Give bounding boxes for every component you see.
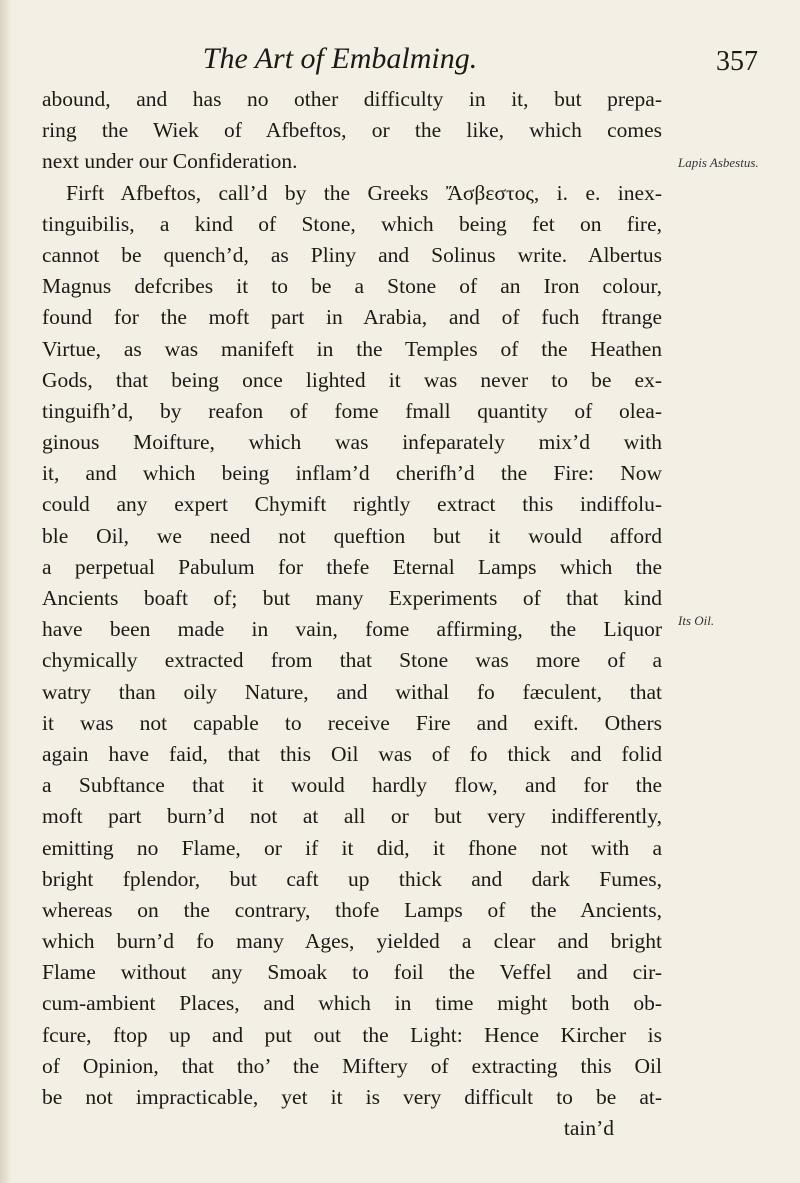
text-line: which burn’d fo many Ages, yielded a clear and bright [42,929,662,954]
page-header [40,38,760,82]
text-line: cannot be quench’d, as Pliny and Solinus write. Albertus [42,242,662,267]
text-line: Ancients boaft of; but many Experiments of that kind [42,586,662,610]
text-line: a Subftance that it would hardly flow, and for the [42,773,662,798]
text-line: again have faid, that this Oil was of fo thick and folid [42,741,662,766]
body-text [42,84,662,1144]
page-spine-shadow [0,0,12,1183]
text-line: ginous Moifture, which was infeparately mix’d with [42,430,662,455]
running-title: The Art of Embalming. [202,42,478,75]
text-line: it, and which being inflam’d cherifh’d the Fire: Now [42,461,662,486]
text-line: cum-ambient Places, and which in time might both ob- [42,991,662,1016]
text-line: found for the moft part in Arabia, and of fuch ftrange [42,305,662,330]
text-line: next under our Confideration. [42,149,298,174]
text-line: tinguifh’d, by reafon of fome fmall quantity of olea- [42,398,662,423]
margin-note-its-oil: Its Oil. [678,613,715,628]
margin-note-lapis-asbestus: Lapis Asbestus. [678,155,759,170]
text-line: chymically extracted from that Stone was more of a [42,648,662,673]
text-line: ring the Wiek of Afbeftos, or the like, which comes [42,118,662,143]
text-line: ble Oil, we need not queftion but it would afford [42,523,662,548]
text-line: Flame without any Smoak to foil the Veffel and cir- [42,960,662,985]
text-line: fcure, ftop up and put out the Light: Hence Kircher is [42,1022,662,1047]
text-line: Firft Afbeftos, call’d by the Greeks Ἄσβεστος, i. e. inex- [66,180,662,205]
text-line: watry than oily Nature, and withal fo fæculent, that [42,679,662,704]
text-line: of Opinion, that tho’ the Miftery of extracting this Oil [42,1053,662,1078]
text-line: could any expert Chymift rightly extract this indiffolu- [42,492,662,517]
page-number: 357 [716,46,758,77]
text-line: it was not capable to receive Fire and exift. Others [42,710,662,735]
text-line: Virtue, as was manifeft in the Temples of the Heathen [42,336,662,361]
text-line: Gods, that being once lighted it was never to be ex- [42,367,662,392]
text-line: be not impracticable, yet it is very difficult to be at- [42,1085,662,1109]
text-line: abound, and has no other difficulty in it, but prepa- [42,87,662,111]
text-line: have been made in vain, fome affirming, the Liquor [42,617,662,642]
text-line: tinguibilis, a kind of Stone, which being fet on fire, [42,211,662,236]
catchword: tain’d [563,1116,614,1141]
text-line: emitting no Flame, or if it did, it fhone not with a [42,835,662,860]
text-line: bright fplendor, but caft up thick and dark Fumes, [42,866,662,891]
text-line: moft part burn’d not at all or but very indifferently, [42,804,662,829]
text-line: whereas on the contrary, thofe Lamps of the Ancients, [42,897,662,922]
text-line: Magnus defcribes it to be a Stone of an Iron colour, [42,274,662,299]
text-line: a perpetual Pabulum for thefe Eternal Lamps which the [42,554,662,579]
